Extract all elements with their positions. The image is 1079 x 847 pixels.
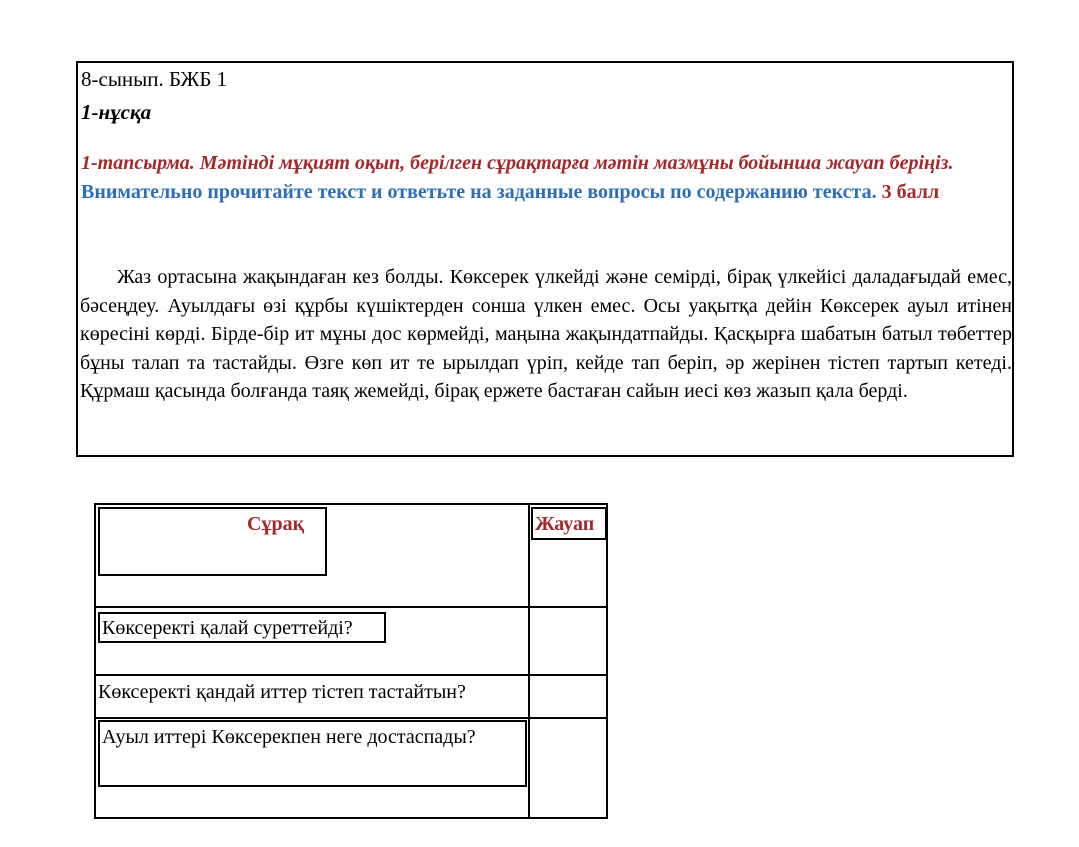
row-divider: [96, 606, 606, 608]
reading-passage: Жаз ортасына жақындаған кез болды. Көксерек үлкейді және семірді, бірақ үлкейісі даладағыдай емес, бәсеңдеу. Ауылдағы өзі құрбы күшіктерден сонша үлкен емес. Осы уақытқа дейін Көксерек ауыл итінен көресіні көрді. Бірде-бір ит мұны дос көрмейді, маңына жақындатпайды. Қасқырға шабатын батыл төбеттер бұны талап та тастайды. Өзге көп ит те ырылдап үріп, кейде тап беріп, әр жерінен тістеп тартып кетеді. Құрмаш қасында болғанда таяқ жемейді, бірақ ержете бастаған сайын иесі көз жазып қала берді.: [80, 266, 1012, 403]
row-divider: [96, 674, 606, 676]
column-divider: [528, 505, 530, 817]
task-box: [76, 61, 1014, 457]
grade-title: 8-сынып. БЖБ 1: [81, 67, 228, 91]
task-points: 3 балл: [881, 180, 940, 203]
task-instruction: [81, 149, 1006, 206]
question-3: Ауыл иттері Көксерекпен неге достаспады?: [102, 726, 476, 748]
question-header: Сұрақ: [247, 513, 305, 535]
question-table: [94, 503, 608, 819]
row-divider: [96, 717, 606, 719]
question-2: Көксеректі қандай иттер тістеп тастайтын?: [98, 681, 466, 703]
question-1: Көксеректі қалай суреттейді?: [102, 617, 353, 639]
answer-header: Жауап: [535, 513, 595, 535]
task-instruction-ru: Внимательно прочитайте текст и ответьте на заданные вопросы по содержанию текста.: [81, 180, 877, 203]
variant-title: 1-нұсқа: [81, 100, 152, 124]
task-instruction-kz: 1-тапсырма. Мәтінді мұқият оқып, берілген сұрақтарға мәтін мазмұны бойынша жауап беріңіз.: [81, 152, 954, 174]
